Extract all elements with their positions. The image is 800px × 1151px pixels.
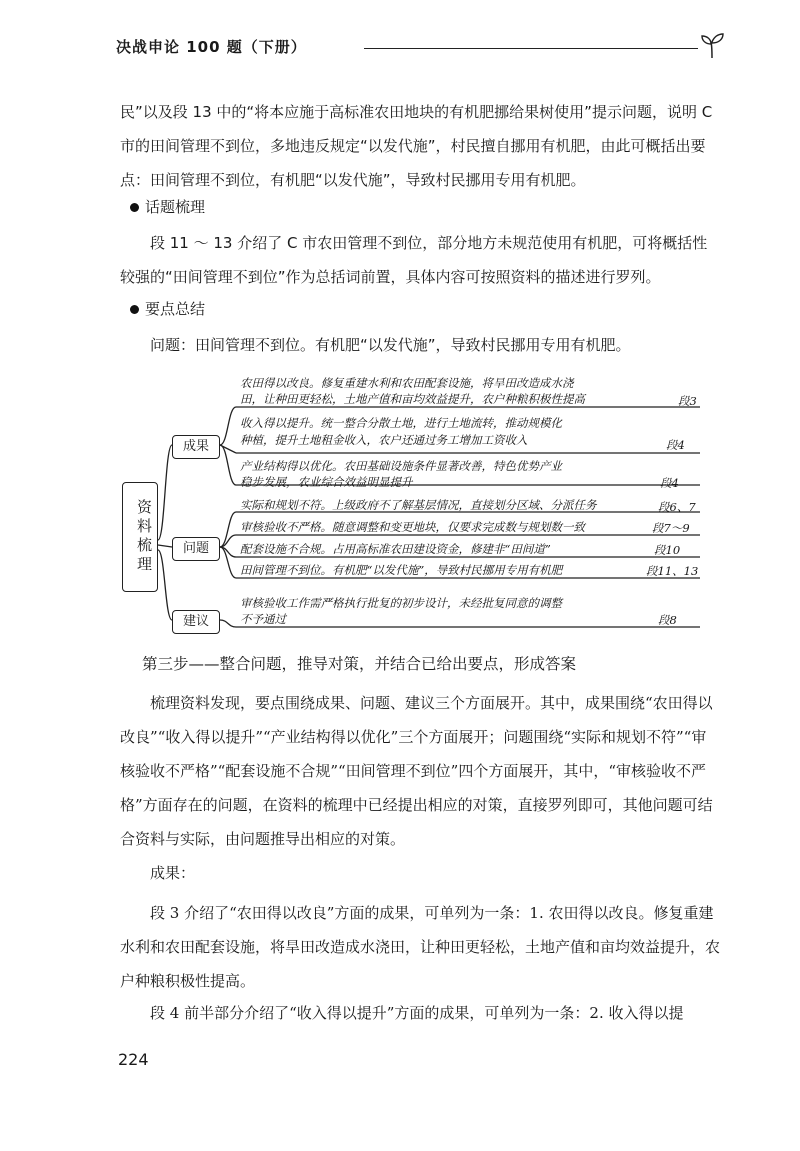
problem-1: 实际和规划不符。上级政府不了解基层情况，直接划分区域、分派任务 bbox=[240, 498, 597, 512]
paragraph-7: 段 4 前半部分介绍了“收入得以提升”方面的成果，可单列为一条：2. 收入得以提 bbox=[150, 1004, 684, 1022]
result-1-ref: 段3 bbox=[678, 394, 697, 408]
branch-results: 成果 bbox=[172, 435, 220, 459]
branch-problems: 问题 bbox=[172, 537, 220, 561]
step-three-title: 第三步——整合问题，推导对策，并结合已给出要点，形成答案 bbox=[142, 655, 577, 673]
paragraph-2: 段 11 ～ 13 介绍了 C 市农田管理不到位，部分地方未规范使用有机肥，可将概括性较强的“田间管理不到位”作为总括词前置，具体内容可按照资料的描述进行罗列。 bbox=[120, 234, 708, 286]
result-2-line-2: 种植，提升土地租金收入，农户还通过务工增加工资收入 bbox=[240, 433, 528, 447]
paragraph-3: 问题：田间管理不到位。有机肥“以发代施”，导致村民挪用专用有机肥。 bbox=[150, 336, 631, 354]
paragraph-4: 梳理资料发现，要点围绕成果、问题、建议三个方面展开。其中，成果围绕“农田得以改良”“收入得以提升”“产业结构得以优化”三个方面展开；问题围绕“实际和规划不符”“审核验收不严格”“配套设施不合规”“田间管理不到位”四个方面展开，其中，“审核验收不严格”方面存在的问题，在资料的梳理中已经提出相应的对策，直接罗列即可，其他问题可结合资料与实际，由问题推导出相应的对策。 bbox=[120, 694, 713, 848]
book-title: 决战申论 100 题（下册） bbox=[116, 38, 307, 56]
sprout-icon bbox=[698, 32, 726, 60]
header-rule bbox=[364, 48, 698, 49]
bullet-dot-icon bbox=[130, 203, 139, 212]
problem-2: 审核验收不严格。随意调整和变更地块，仅要求完成数与规划数一致 bbox=[240, 520, 585, 534]
bullet-topic bbox=[130, 196, 205, 217]
suggestion-line-1: 审核验收工作需严格执行批复的初步设计，未经批复同意的调整 bbox=[240, 596, 562, 610]
bullet-dot-icon bbox=[130, 305, 139, 314]
result-3-line-1: 产业结构得以优化。农田基础设施条件显著改善，特色优势产业 bbox=[240, 459, 562, 473]
paragraph-5: 成果： bbox=[150, 864, 196, 882]
branch-suggestions: 建议 bbox=[172, 610, 220, 634]
problem-4: 田间管理不到位。有机肥“以发代施”，导致村民挪用专用有机肥 bbox=[240, 563, 563, 577]
paragraph-1: 民”以及段 13 中的“将本应施于高标准农田地块的有机肥挪给果树使用”提示问题，说明 C 市的田间管理不到位，多地违反规定“以发代施”，村民擅自挪用有机肥，由此可概括出要点：田间管理不到位，有机肥“以发代施”，导致村民挪用专用有机肥。 bbox=[120, 103, 713, 189]
mind-map-root: 资料梳理 bbox=[122, 482, 158, 592]
result-2-ref: 段4 bbox=[666, 438, 685, 452]
bullet-summary bbox=[130, 298, 205, 319]
page-number: 224 bbox=[118, 1050, 149, 1069]
result-3-line-2: 稳步发展，农业综合效益明显提升 bbox=[240, 475, 413, 489]
running-header bbox=[116, 32, 726, 62]
result-1-line-1: 农田得以改良。修复重建水利和农田配套设施，将旱田改造成水浇 bbox=[240, 376, 574, 390]
suggestion-line-2: 不予通过 bbox=[240, 612, 286, 626]
problem-1-ref: 段6、7 bbox=[658, 500, 696, 514]
problem-4-ref: 段11、13 bbox=[646, 564, 699, 578]
problem-3-ref: 段10 bbox=[654, 543, 681, 557]
problem-2-ref: 段7～9 bbox=[652, 521, 690, 535]
result-3-ref: 段4 bbox=[660, 476, 679, 490]
bullet-summary-label: 要点总结 bbox=[145, 300, 206, 318]
result-1-line-2: 田，让种田更轻松，土地产值和亩均效益提升，农户种粮积极性提高 bbox=[240, 392, 585, 406]
paragraph-6: 段 3 介绍了“农田得以改良”方面的成果，可单列为一条：1. 农田得以改良。修复重建水利和农田配套设施，将旱田改造成水浇田，让种田更轻松，土地产值和亩均效益提升，农户种粮积极性提高。 bbox=[120, 904, 721, 990]
mind-map bbox=[120, 365, 710, 635]
result-2-line-1: 收入得以提升。统一整合分散土地，进行土地流转，推动规模化 bbox=[240, 416, 562, 430]
suggestion-ref: 段8 bbox=[658, 613, 677, 627]
problem-3: 配套设施不合规。占用高标准农田建设资金，修建非“田间道” bbox=[240, 542, 551, 556]
bullet-topic-label: 话题梳理 bbox=[145, 198, 206, 216]
